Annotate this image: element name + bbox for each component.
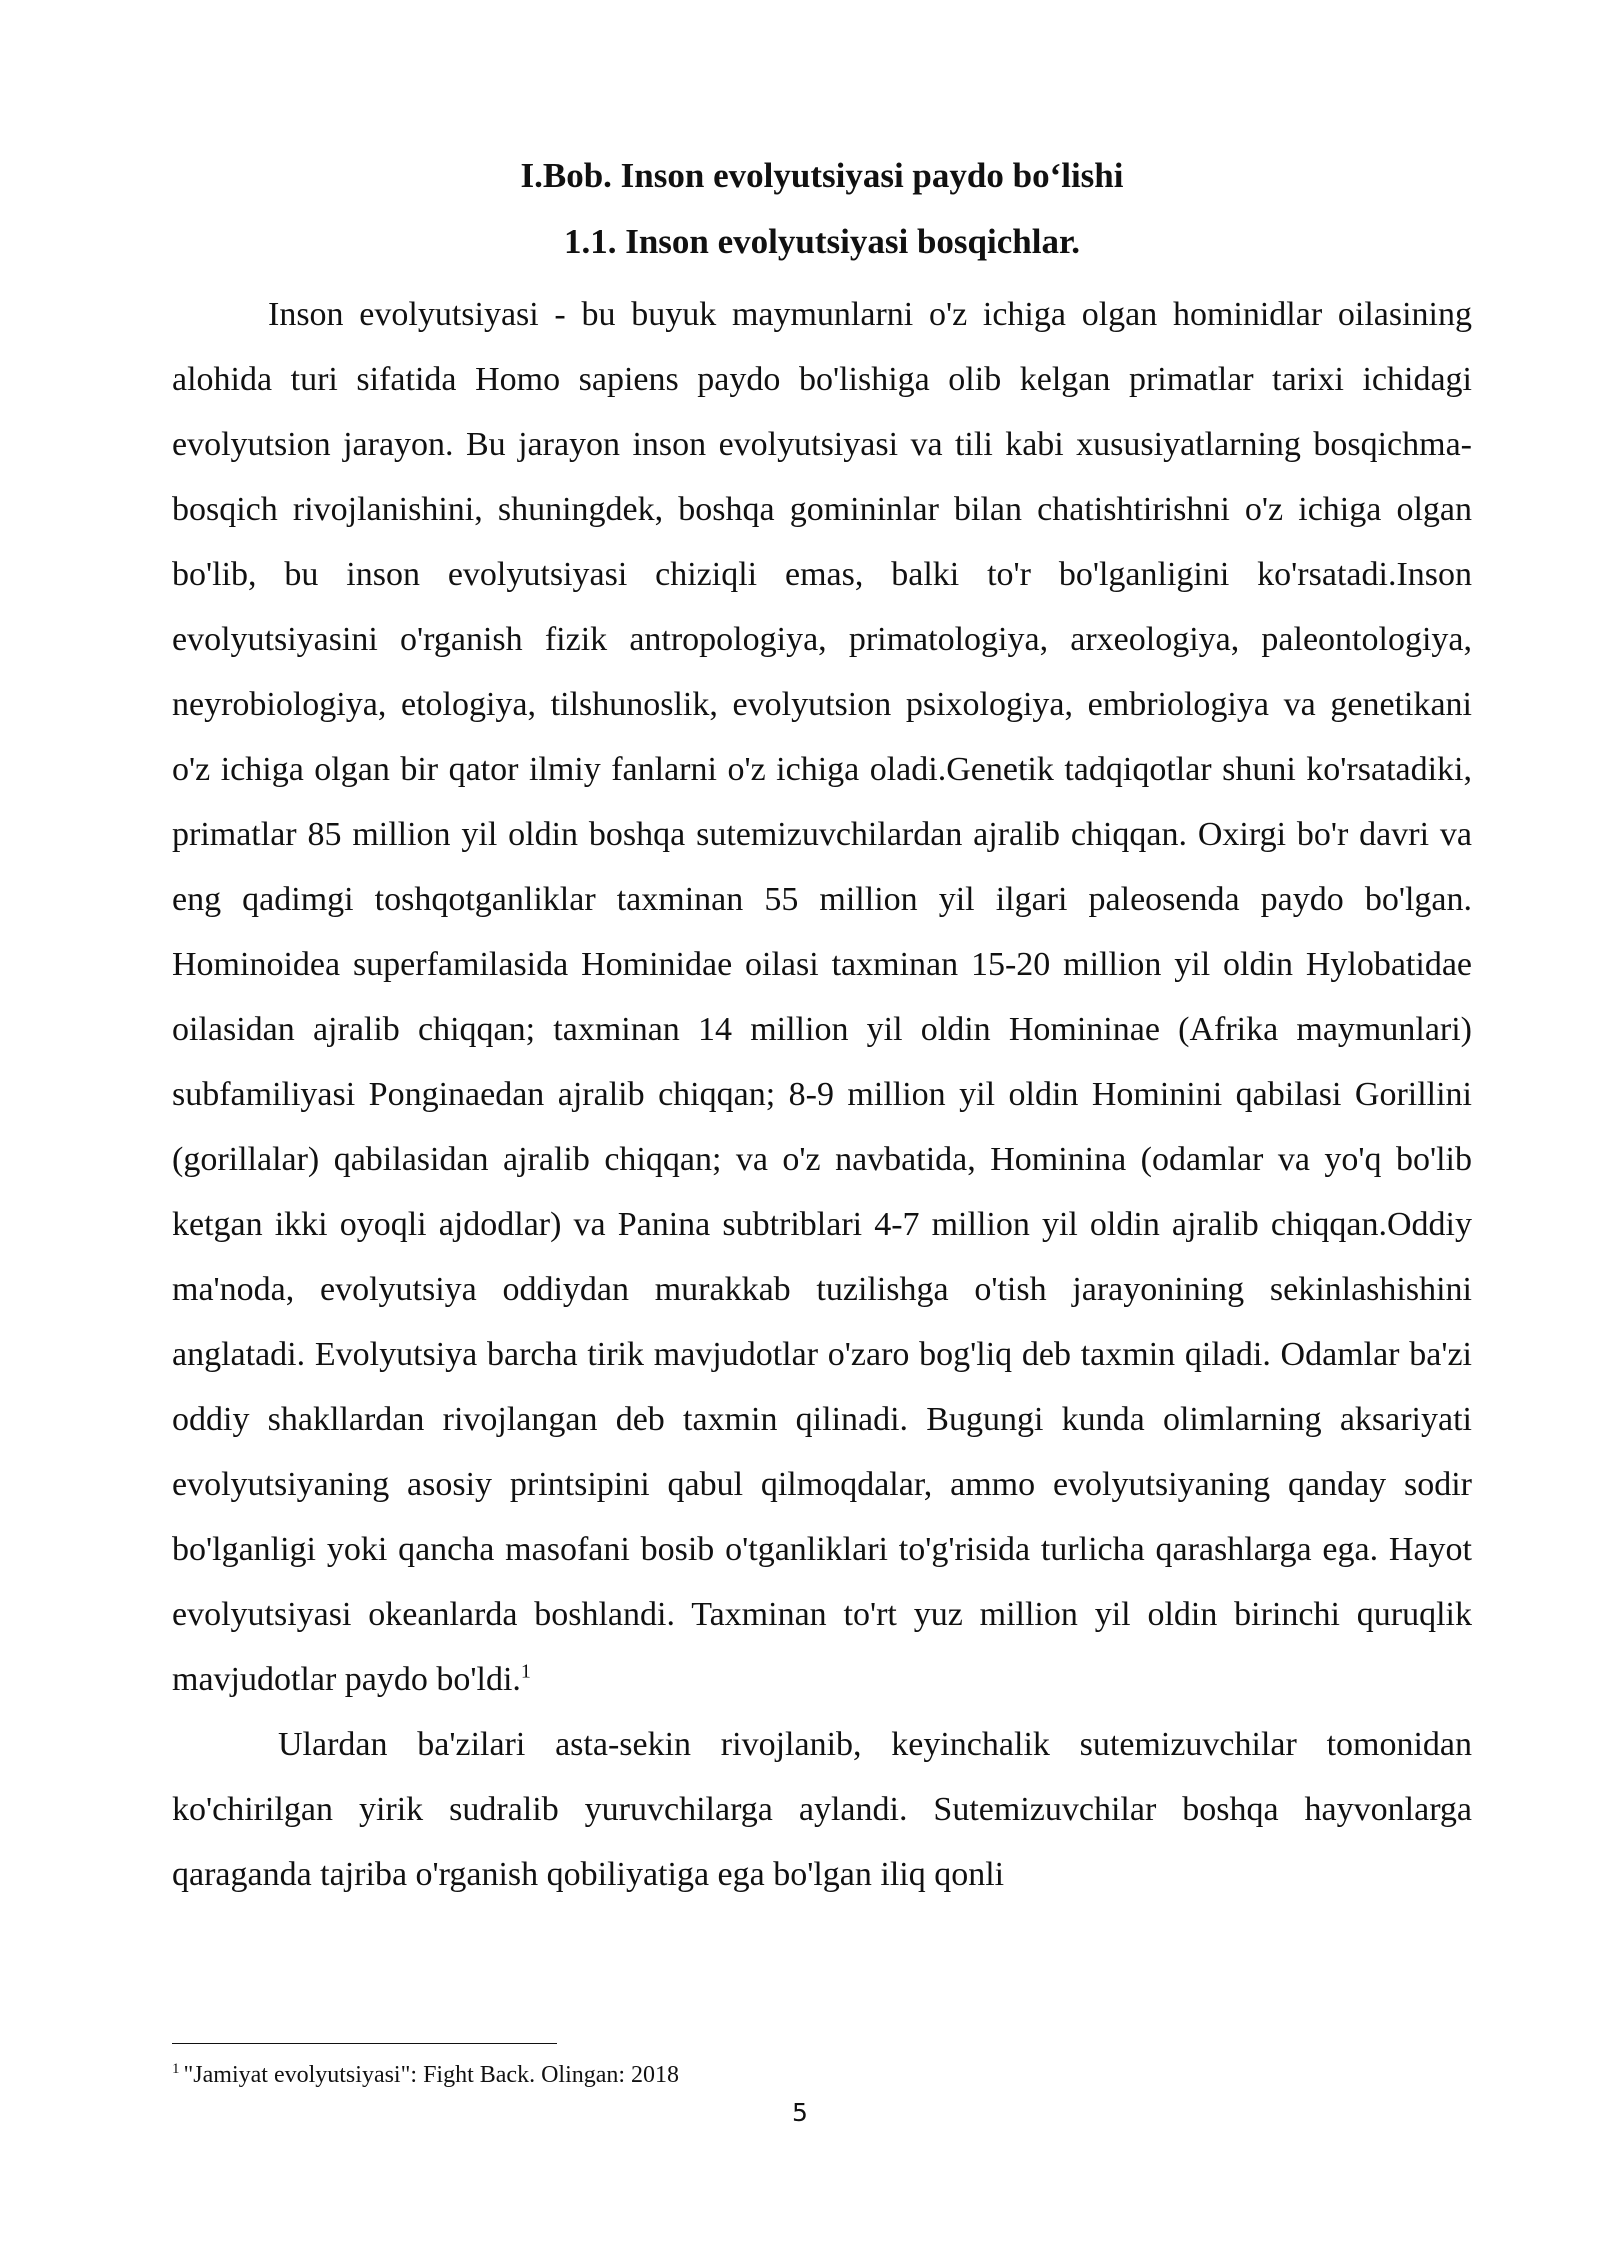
paragraph-1 [172,282,1472,1712]
footnote-marker: 1 [172,2061,180,2077]
paragraph-1-text: Inson evolyutsiyasi - bu buyuk maymunlarni o'z ichiga olgan hominidlar oilasining alohida turi sifatida Homo sapiens paydo bo'lishiga olib kelgan primatlar tarixi ichidagi evolyutsion jarayon. Bu jarayon inson evolyutsiyasi va tili kabi xususiyatlarning bosqichma-bosqich rivojlanishini, shuningdek, boshqa gomininlar bilan chatishtirishni o'z ichiga olgan bo'lib, bu inson evolyutsiyasi chiziqli emas, balki to'r bo'lganligini ko'rsatadi.Inson evolyutsiyasini o'rganish fizik antropologiya, primatologiya, arxeologiya, paleontologiya, neyrobiologiya, etologiya, tilshunoslik, evolyutsion psixologiya, embriologiya va genetikani o'z ichiga olgan bir qator ilmiy fanlarni o'z ichiga oladi.Genetik tadqiqotlar shuni ko'rsatadiki, primatlar 85 million yil oldin boshqa sutemizuvchilardan ajralib chiqqan. Oxirgi bo'r davri va eng qadimgi toshqotganliklar taxminan 55 million yil ilgari paleosenda paydo bo'lgan. Hominoidea superfamilasida Hominidae oilasi taxminan 15-20 million yil oldin Hylobatidae oilasidan ajralib chiqqan; taxminan 14 million yil oldin Homininae (Afrika maymunlari) subfamiliyasi Ponginaedan ajralib chiqqan; 8-9 million yil oldin Hominini qabilasi Gorillini (gorillalar) qabilasidan ajralib chiqqan; va o'z navbatida, Hominina (odamlar va yo'q bo'lib ketgan ikki oyoqli ajdodlar) va Panina subtriblari 4-7 million yil oldin ajralib chiqqan.Oddiy ma'noda, evolyutsiya oddiydan murakkab tuzilishga o'tish jarayonining sekinlashishini anglatadi. Evolyutsiya barcha tirik mavjudotlar o'zaro bog'liq deb taxmin qiladi. Odamlar ba'zi oddiy shakllardan rivojlangan deb taxmin qilinadi. Bugungi kunda olimlarning aksariyati evolyutsiyaning asosiy printsipini qabul qilmoqdalar, ammo evolyutsiyaning qanday sodir bo'lganligi yoki qancha masofani bosib o'tganliklari to'g'risida turlicha qarashlarga ega. Hayot evolyutsiyasi okeanlarda boshlandi. Taxminan to'rt yuz million yil oldin birinchi quruqlik mavjudotlar paydo bo'ldi. [172,296,1472,1698]
footnote-reference[interactable]: 1 [520,1660,531,1683]
body-text [172,282,1472,1907]
paragraph-2-text: Ulardan ba'zilari asta-sekin rivojlanib, keyinchalik sutemizuvchilar tomonidan ko'chirilgan yirik sudralib yuruvchilarga aylandi. Sutemizuvchilar boshqa hayvonlarga qaraganda tajriba o'rganish qobiliyatiga ega bo'lgan iliq qonli [172,1726,1472,1893]
footnote [172,2060,1472,2090]
footnote-separator [172,2043,557,2044]
chapter-title: I.Bob. Inson evolyutsiyasi paydo bo‘lishi [520,156,1124,195]
paragraph-2 [172,1712,1472,1907]
footnote-text: "Jamiyat evolyutsiyasi": Fight Back. Olingan: 2018 [183,2062,680,2088]
section-title: 1.1. Inson evolyutsiyasi bosqichlar. [563,222,1081,261]
page-number: 5 [792,2098,808,2127]
